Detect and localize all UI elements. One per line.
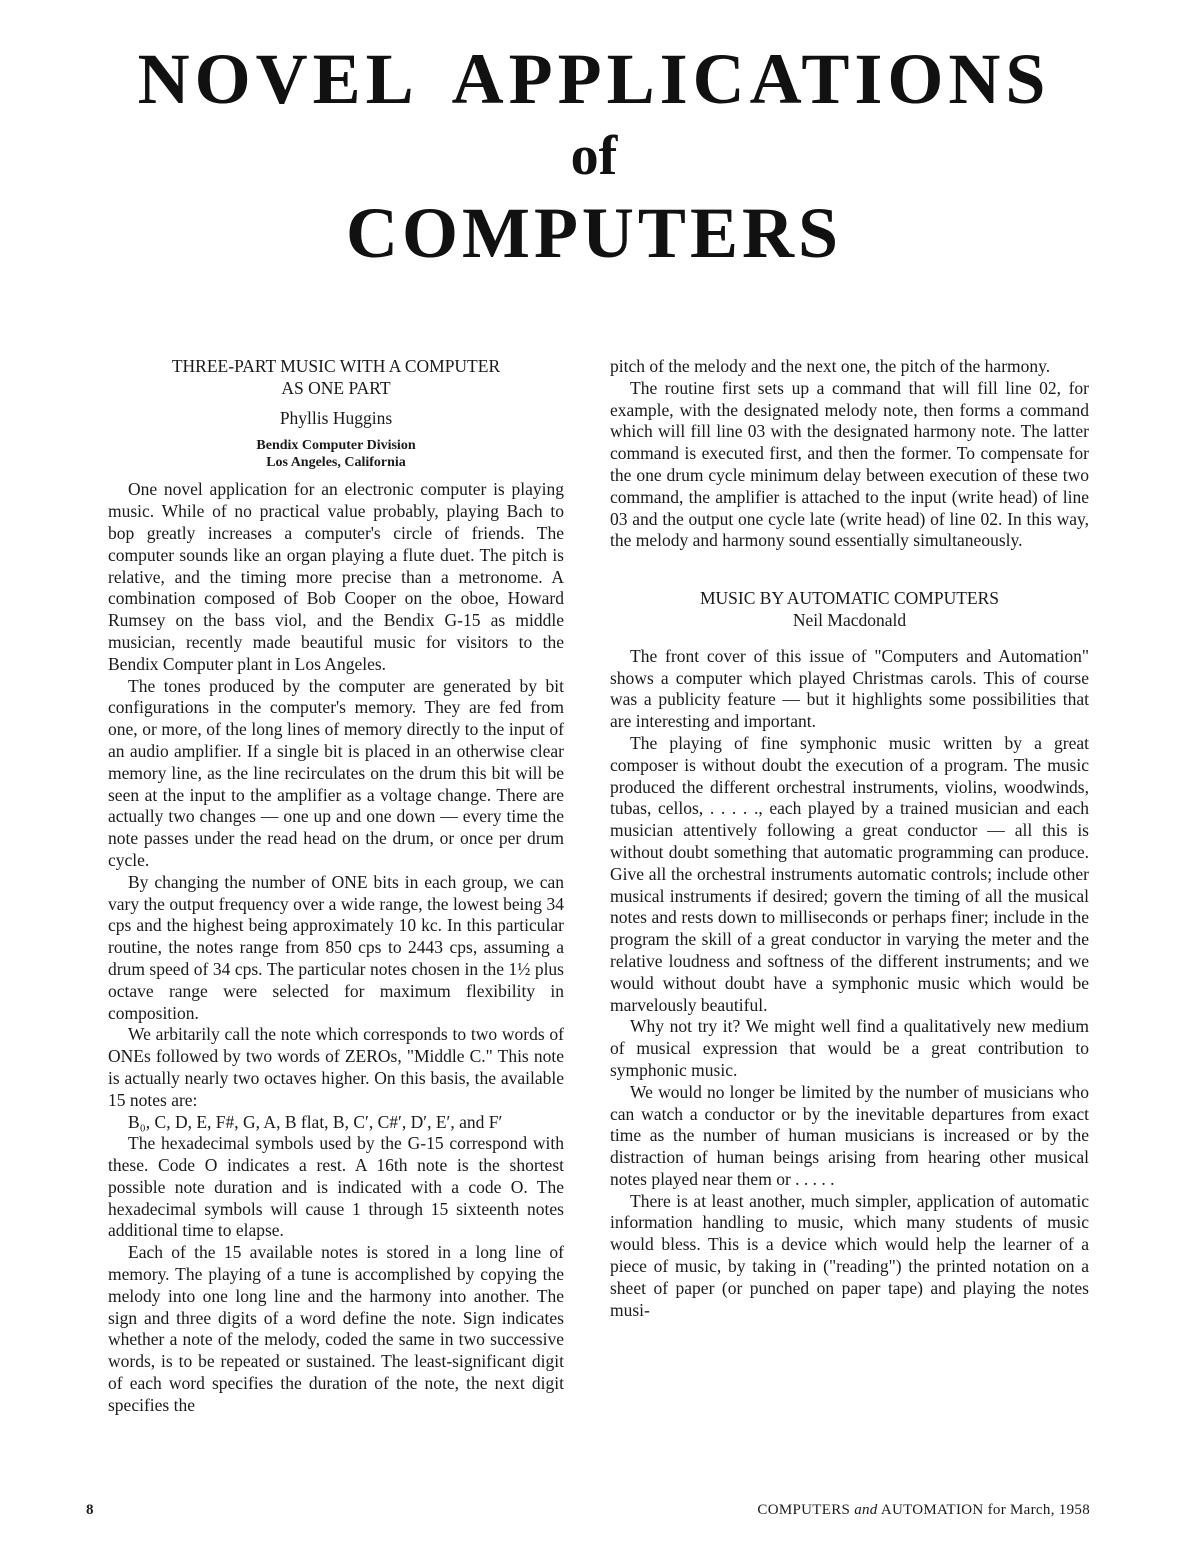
title-line-2: of xyxy=(570,125,618,187)
article1-paragraph: The hexadecimal symbols used by the G-15 correspond with these. Code O indicates a rest. A 16th note is the shortest possible note duration and is indicated with a code O. The hexadecimal symbols will cause 1 through 15 sixteenth notes additional time to elapse. xyxy=(108,1133,564,1241)
title-line-1: NOVEL APPLICATIONS xyxy=(137,39,1051,119)
journal-footer xyxy=(757,1502,1090,1519)
article2-paragraph: The playing of fine symphonic music written by a great composer is without doubt the execution of a program. The music produced the different orchestral instruments, violins, woodwinds, tubas, cellos, . . . . ., each played by a trained musician and each musician attentively following a great conductor — all this is without doubt something that automatic programming can produce. Give all the orchestral instruments automatic controls; include other musical instruments if desired; govern the timing of all the musical notes and rests down to milliseconds or perhaps finer; include in the program the skill of a great conductor in varying the meter and the relative loudness and softness of the different instruments; and we would without doubt have a symphonic music which would be marvelously beautiful. xyxy=(610,732,1089,1015)
article1-paragraph-continued: pitch of the melody and the next one, the pitch of the harmony. xyxy=(610,356,1051,376)
article1-affiliation xyxy=(108,437,564,471)
article2-paragraph: We would no longer be limited by the number of musicians who can watch a conductor or by the inevitable departures from exact time as the number of human musicians is increased or by the distraction of human beings arising from hearing other musical notes played near them or . . . . . xyxy=(610,1081,1089,1189)
article1-heading-line-1: THREE-PART MUSIC WITH A COMPUTER xyxy=(171,356,501,376)
right-column xyxy=(610,356,1089,1321)
article1-paragraph: By changing the number of ONE bits in each group, we can vary the output frequency over a wide range, the lowest being 34 cps and the highest being approximately 10 kc. In this particular routine, the notes range from 850 cps to 2443 cps, assuming a drum speed of 34 cps. The particular notes chosen in the 1½ plus octave range were selected for maximum flexibility in composition. xyxy=(108,871,564,1023)
left-column xyxy=(108,356,564,1417)
article1-heading-line-2: AS ONE PART xyxy=(281,377,391,398)
article1-affiliation-line-2: Los Angeles, California xyxy=(266,455,406,471)
article1-author: Phyllis Huggins xyxy=(279,407,393,428)
journal-name-pre: COMPUTERS xyxy=(757,1502,855,1518)
article1-paragraph: Each of the 15 available notes is stored in a long line of memory. The playing of a tune is accomplished by copying the melody into one long line and the harmony into another. The sign and three digits of a word define the note. Sign indicates whether a note of the melody, coded the same in two successive words, is to be repeated or sustained. The least-significant digit of each word specifies the duration of the note, the next digit specifies the xyxy=(108,1242,564,1415)
article2-paragraph: There is at least another, much simpler, application of automatic information handling to music, which many students of music would bless. This is a device which would help the learner of a piece of music, by taking in ("reading") the printed notation on a sheet of paper (or punched on paper tape) and playing the notes musi- xyxy=(610,1190,1089,1320)
article2-author: Neil Macdonald xyxy=(792,609,907,630)
page-number: 8 xyxy=(86,1502,94,1518)
journal-name-post: AUTOMATION for March, 1958 xyxy=(877,1502,1090,1518)
article1-paragraph: The routine first sets up a command that will fill line 02, for example, with the designated melody note, then forms a command which will fill line 03 with the designated harmony note. The latter command is executed first, and then the former. To compensate for the one drum cycle minimum delay between execution of these two command, the amplifier is attached to the input (write head) of line 03 and the output one cycle late (write head) of line 02. In this way, the melody and harmony sound essentially simultaneously. xyxy=(610,377,1089,551)
article2-heading: MUSIC BY AUTOMATIC COMPUTERS xyxy=(699,588,999,609)
section-gap xyxy=(610,552,1089,588)
article1-paragraph: One novel application for an electronic computer is playing music. While of no practical value probably, playing Bach to bop greatly increases a computer's circle of friends. The computer sounds like an organ playing a flute duet. The pitch is relative, and the timing more precise than a metronome. A combination composed of Bob Cooper on the oboe, Howard Rumsey on the bass viol, and the Bendix G-15 as middle musician, recently made beautiful music for visitors to the Bendix Computer plant in Los Angeles. xyxy=(108,479,564,674)
journal-name-and: and xyxy=(854,1502,878,1518)
article2-paragraph: The front cover of this issue of "Computers and Automation" shows a computer which played Christmas carols. This of course was a publicity feature — but it highlights some possibilities that are interesting and important. xyxy=(610,645,1089,732)
article1-paragraph: We arbitarily call the note which corresponds to two words of ONEs followed by two words of ZEROs, "Middle C." This note is actually nearly two octaves higher. On this basis, the available 15 notes are: xyxy=(108,1024,564,1110)
article1-paragraph: The tones produced by the computer are generated by bit configurations in the computer's memory. They are fed from one, or more, of the long lines of memory directly to the input of an audio amplifier. If a single bit is placed in an otherwise clear memory line, as the line recirculates on the drum this bit will be seen at the input to the amplifier as a voltage change. There are actually two changes — one up and one down — every time the note passes under the read head on the drum, or once per drum cycle. xyxy=(108,675,564,870)
article1-notes-list: B₀, C, D, E, F#, G, A, B flat, B, C′, C#′, D′, E′, and F′ xyxy=(128,1111,503,1132)
article1-affiliation-line-1: Bendix Computer Division xyxy=(256,438,416,454)
article2-paragraph: Why not try it? We might well find a qualitatively new medium of musical expression that would be a great contribution to symphonic music. xyxy=(610,1016,1089,1080)
title-line-3: COMPUTERS xyxy=(345,193,843,273)
